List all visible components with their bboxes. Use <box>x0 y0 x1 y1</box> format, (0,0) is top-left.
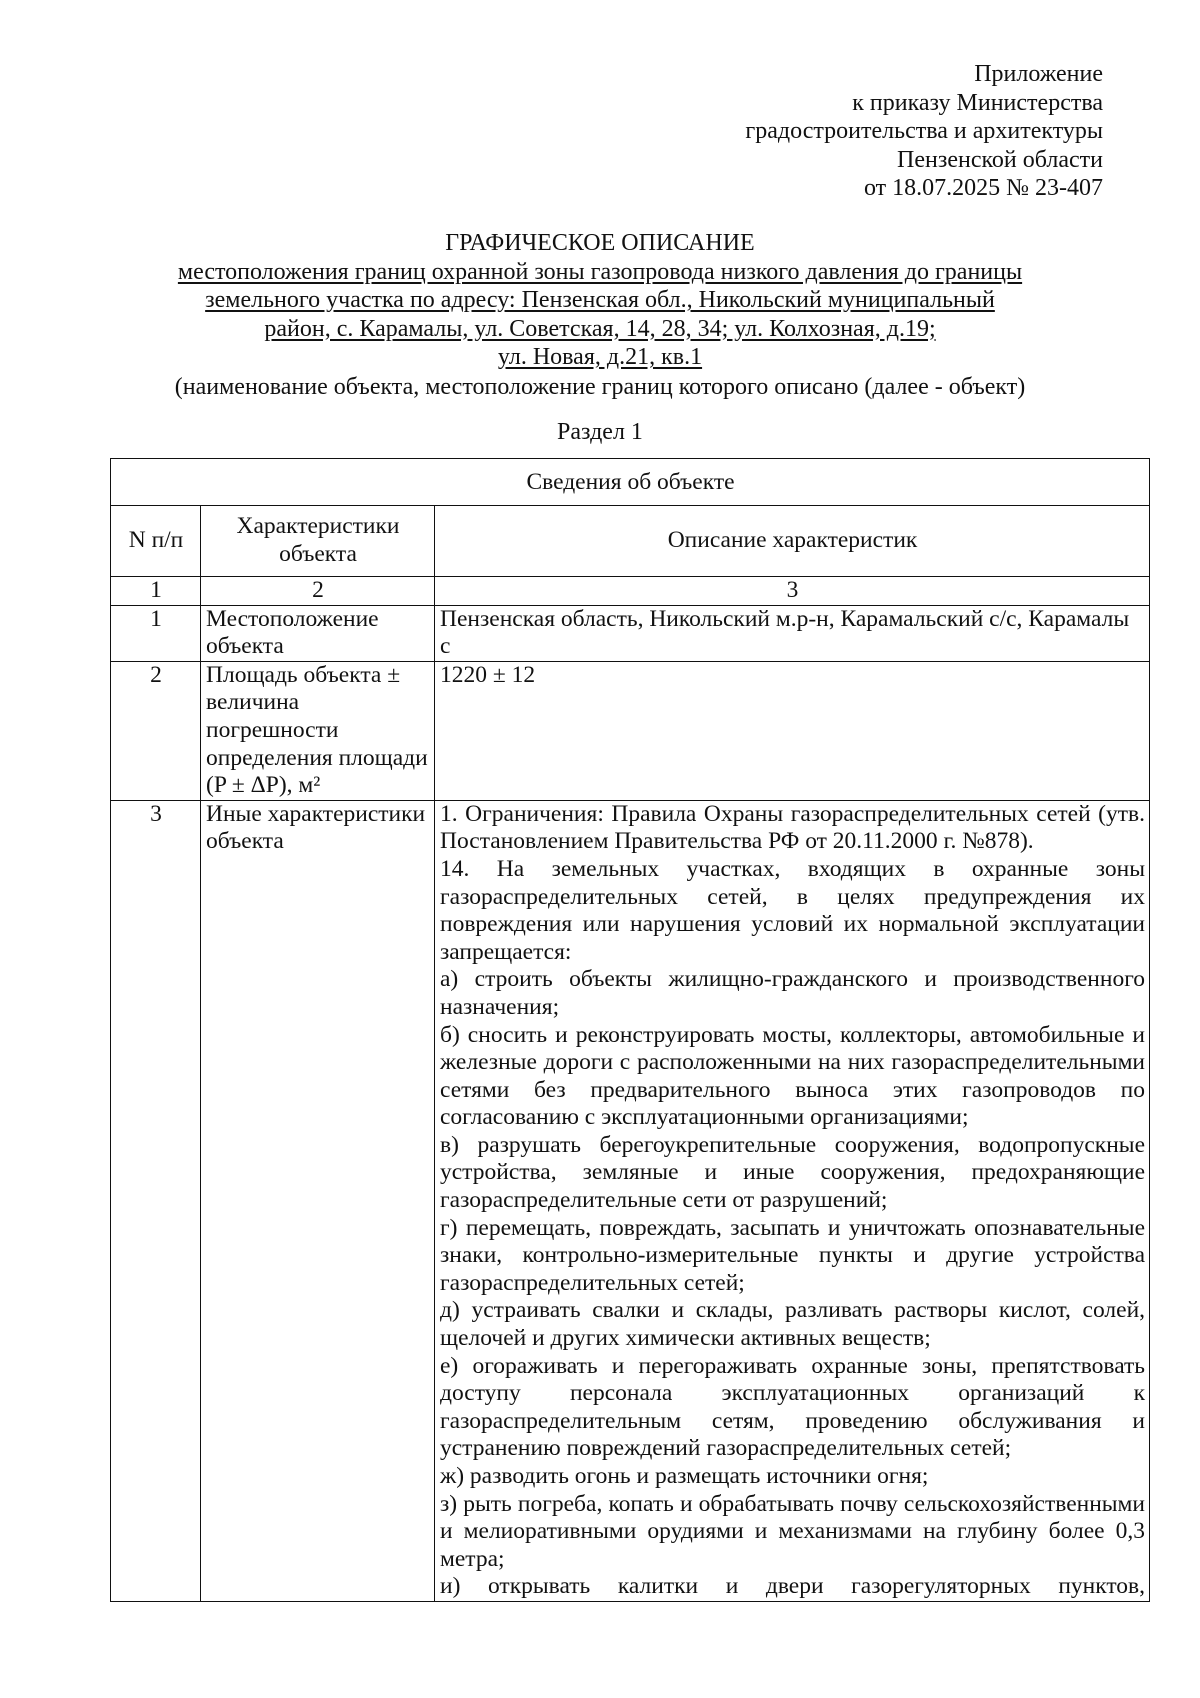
object-name-line: ул. Новая, д.21, кв.1 <box>497 344 703 370</box>
column-header-characteristic: Характеристики объекта <box>201 506 435 577</box>
appendix-order-date: от 18.07.2025 № 23-407 <box>863 175 1103 201</box>
object-name-line: земельного участка по адресу: Пензенская обл., Никольский муниципальный <box>205 287 995 313</box>
restriction-paragraph: в) разрушать берегоукрепительные сооружения, водопропускные устройства, земляные и иные сооружения, предохраняющие газораспределительные сети от разрушений; <box>440 1131 1146 1214</box>
object-name-line: местоположения границ охранной зоны газопровода низкого давления до границы <box>177 258 1023 285</box>
object-caption: (наименование объекта, местоположение границ которого описано (далее - объект) <box>174 373 1026 400</box>
table-row <box>111 605 1150 661</box>
restriction-paragraph: и) открывать калитки и двери газорегуляторных пунктов, <box>440 1573 1146 1600</box>
restriction-paragraph: а) строить объекты жилищно-гражданского и производственного назначения; <box>440 966 1146 1020</box>
object-name-line: район, с. Карамалы, ул. Советская, 14, 28, 34; ул. Колхозная, д.19; <box>264 315 936 342</box>
row-characteristic: Иные характеристики объекта <box>201 800 435 1601</box>
column-number: 2 <box>201 577 435 606</box>
column-header-num: N п/п <box>111 506 201 577</box>
row-number: 1 <box>111 605 201 661</box>
table-row <box>111 800 1150 1601</box>
appendix-line: градостроительства и архитектуры <box>745 118 1103 144</box>
restriction-paragraph: 1. Ограничения: Правила Охраны газораспределительных сетей (утв. Постановлением Правительства РФ от 20.11.2000 г. №878). <box>440 800 1146 855</box>
column-number: 1 <box>111 577 201 606</box>
row-description <box>435 800 1150 1601</box>
appendix-block <box>543 60 1103 203</box>
column-header-description: Описание характеристик <box>435 506 1150 577</box>
row-description: 1220 ± 12 <box>435 661 1150 800</box>
row-number: 2 <box>111 661 201 800</box>
restriction-paragraph: е) огораживать и перегораживать охранные зоны, препятствовать доступу персонала эксплуатационных организаций к газораспределительным сетям, проведению обслуживания и устранению повреждений газораспределительных сетей; <box>440 1352 1146 1462</box>
document-heading: ГРАФИЧЕСКОЕ ОПИСАНИЕ <box>445 230 755 256</box>
section-label: Раздел 1 <box>557 419 643 445</box>
restriction-paragraph: г) перемещать, повреждать, засыпать и уничтожать опознавательные знаки, контрольно-измерительные пункты и другие устройства газораспределительных сетей; <box>440 1214 1146 1296</box>
object-info-table <box>110 458 1150 1602</box>
table-header: Сведения об объекте <box>111 459 1150 506</box>
restriction-paragraph: б) сносить и реконструировать мосты, коллекторы, автомобильные и железные дороги с расположенными на них газораспределительными сетями без предварительного выноса этих газопроводов по согласованию с эксплуатационными организациями; <box>440 1021 1146 1131</box>
row-number: 3 <box>111 800 201 1601</box>
restriction-paragraph: д) устраивать свалки и склады, разливать растворы кислот, солей, щелочей и других химически активных веществ; <box>440 1297 1146 1352</box>
title-block <box>100 229 1100 401</box>
appendix-line: Пензенской области <box>897 146 1103 173</box>
restriction-paragraph: ж) разводить огонь и размещать источники огня; <box>440 1463 929 1489</box>
row-characteristic: Площадь объекта ± величина погрешности определения площади (P ± ΔP), м² <box>201 661 435 800</box>
restriction-paragraph: з) рыть погреба, копать и обрабатывать почву сельскохозяйственными и мелиоративными орудиями и механизмами на глубину более 0,3 метра; <box>440 1490 1146 1572</box>
appendix-line: Приложение <box>974 61 1103 87</box>
restriction-paragraph: 14. На земельных участках, входящих в охранные зоны газораспределительных сетей, в целях предупреждения их повреждения или нарушения условий их нормальной эксплуатации запрещается: <box>440 855 1146 965</box>
row-characteristic: Местоположение объекта <box>201 605 435 661</box>
appendix-line: к приказу Министерства <box>852 89 1103 116</box>
row-description: Пензенская область, Никольский м.р-н, Карамальский с/с, Карамалы с <box>435 605 1150 661</box>
column-number: 3 <box>435 577 1150 606</box>
table-row <box>111 661 1150 800</box>
